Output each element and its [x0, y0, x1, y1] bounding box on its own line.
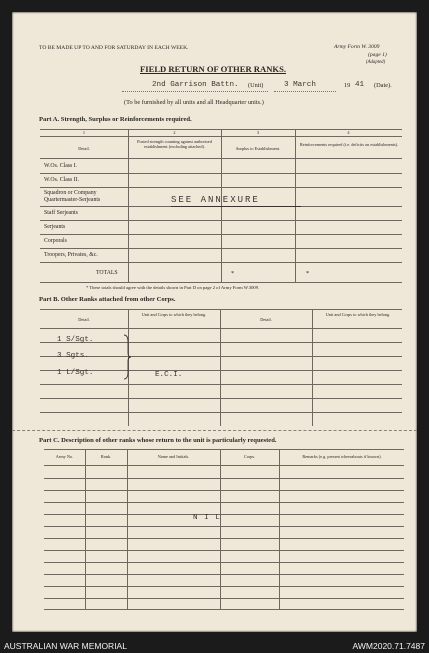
- part-c-header-rule: [44, 465, 404, 466]
- totals-mark-reinforcements: *: [306, 270, 310, 277]
- col-header-reinforcements: Reinforcements required (i.e. deficits on establishments).: [299, 142, 399, 147]
- annexure-underline: [171, 206, 301, 207]
- part-c-col-line-2: [127, 449, 128, 609]
- footer-source: AUSTRALIAN WAR MEMORIAL: [4, 641, 127, 651]
- army-form-number: Army Form W. 3009: [334, 44, 380, 50]
- part-a-bottom-rule: [40, 282, 402, 283]
- part-b-row-rule: [40, 342, 402, 343]
- part-c-col-line-3: [220, 449, 221, 609]
- entry-sergeants: 3 Sgts.: [57, 352, 89, 360]
- part-c-col-line-1: [85, 449, 86, 609]
- col-number-4: 4: [347, 130, 350, 135]
- col-header-detail: Detail.: [78, 146, 90, 151]
- part-c-row-rule: [44, 598, 404, 599]
- b-col-header-unit-1: Unit and Corps to which they belong.: [141, 312, 207, 317]
- part-b-title: Part B. Other Ranks attached from other Corps.: [39, 296, 176, 303]
- part-c-row-rule: [44, 502, 404, 503]
- b-col-header-unit-2: Unit and Corps to which they belong.: [325, 312, 391, 317]
- c-col-header-rank: Rank.: [100, 454, 112, 459]
- col-number-3: 3: [256, 130, 260, 135]
- row-serjeants: Serjeants: [44, 224, 66, 230]
- year-value: 41: [355, 81, 365, 89]
- part-b-top-rule: [40, 309, 402, 310]
- row-corporals: Corporals: [44, 238, 67, 244]
- part-b-row-rule: [40, 412, 402, 413]
- year-prefix: 19: [344, 82, 351, 89]
- part-c-row-rule: [44, 550, 404, 551]
- weekly-instruction: TO BE MADE UP TO AND FOR SATURDAY IN EACH WEEK.: [39, 45, 189, 51]
- part-b-row-rule: [40, 370, 402, 371]
- part-c-row-rule: [44, 574, 404, 575]
- c-col-header-name: Name and Initials.: [157, 454, 190, 459]
- part-c-col-line-4: [279, 449, 280, 609]
- part-c-row-rule: [44, 490, 404, 491]
- b-col-header-detail-1: Detail.: [78, 317, 90, 322]
- c-col-header-corps: Corps.: [243, 454, 256, 459]
- totals-label: TOTALS: [96, 270, 118, 276]
- entry-staff-sergeant: 1 S/Sgt.: [57, 336, 94, 344]
- col-number-2: 2: [173, 130, 176, 135]
- part-c-row-rule: [44, 586, 404, 587]
- part-b-row-rule: [40, 398, 402, 399]
- page-number: (page 1): [368, 52, 387, 58]
- totals-mark-surplus: *: [231, 270, 235, 277]
- row-rule: [40, 262, 402, 263]
- row-rule: [40, 248, 402, 249]
- unit-value: 2nd Garrison Battn.: [152, 81, 239, 89]
- part-c-row-rule: [44, 562, 404, 563]
- nil-entry: N I L: [193, 514, 221, 522]
- form-title: FIELD RETURN OF OTHER RANKS.: [140, 64, 287, 74]
- adapted-note: (Adapted): [366, 60, 386, 65]
- row-rule: [40, 173, 402, 174]
- col-header-posted-strength: Posted strength counting against authorised establishment (excluding attached).: [137, 139, 212, 149]
- unit-corps-entry: E.C.I.: [155, 371, 183, 379]
- row-staff-serjeants: Staff Serjeants: [44, 210, 78, 216]
- footer-accession-number: AWM2020.71.7487: [352, 641, 425, 651]
- c-col-header-army-no: Army No.: [55, 454, 74, 459]
- perforation-line: [12, 430, 417, 431]
- brace-icon: [122, 334, 132, 380]
- part-b-header-rule: [40, 328, 402, 329]
- date-dotted-line: [274, 91, 336, 92]
- furnish-note: (To be furnished by all units and all Headquarter units.): [124, 99, 264, 106]
- row-rule: [40, 234, 402, 235]
- row-rule: [40, 187, 402, 188]
- part-b-row-rule: [40, 356, 402, 357]
- part-c-row-rule: [44, 526, 404, 527]
- col-number-1: 1: [82, 130, 86, 135]
- c-col-header-remarks: Remarks (e.g. present whereabouts if known).: [302, 454, 382, 459]
- date-label: (Date).: [374, 82, 392, 89]
- row-troopers: Troopers, Privates, &c.: [44, 252, 98, 258]
- part-a-footnote: * These totals should agree with the details shown in Part D on page 2 of Army Form W.3009.: [86, 285, 260, 290]
- part-c-bottom-rule: [44, 609, 404, 610]
- row-rule: [40, 220, 402, 221]
- date-value: 3 March: [284, 81, 316, 89]
- part-b-col-line-2: [220, 309, 221, 426]
- part-c-row-rule: [44, 538, 404, 539]
- part-c-title: Part C. Description of other ranks whose return to the unit is particularly requested.: [39, 437, 277, 444]
- part-b-col-line-3: [312, 309, 313, 426]
- part-c-top-rule: [44, 449, 404, 450]
- part-c-row-rule: [44, 514, 404, 515]
- col-header-surplus: Surplus to Establishment.: [235, 146, 281, 151]
- b-col-header-detail-2: Detail.: [260, 317, 272, 322]
- row-wo-class-2: W.Os. Class II.: [44, 177, 80, 183]
- row-wo-class-1: W.Os. Class I.: [44, 163, 78, 169]
- part-a-title: Part A. Strength, Surplus or Reinforcements required.: [39, 116, 192, 123]
- see-annexure-entry: SEE ANNEXURE: [171, 195, 260, 205]
- part-b-row-rule: [40, 384, 402, 385]
- entry-lance-sergeant: 1 L/Sgt.: [57, 369, 94, 377]
- row-cqms: Squadron or Company Quartermaster-Serjeants: [44, 190, 101, 203]
- form-sheet: [12, 12, 417, 632]
- unit-dotted-line: [122, 91, 268, 92]
- unit-label: (Unit): [248, 82, 264, 89]
- part-c-row-rule: [44, 478, 404, 479]
